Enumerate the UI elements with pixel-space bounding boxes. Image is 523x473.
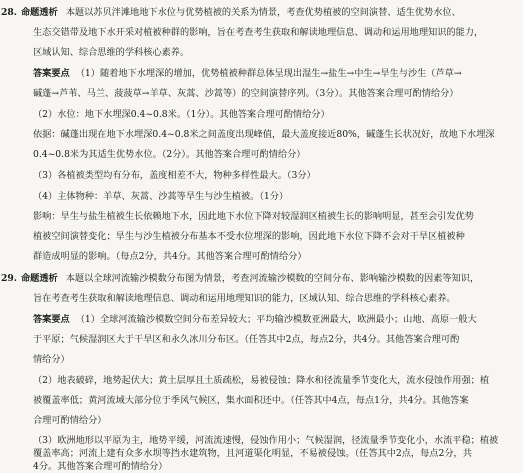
q29-tag: 命题透析	[21, 273, 58, 284]
q29-answer-tag: 答案要点	[33, 314, 70, 325]
q29-answer-3-line-2: 覆盖率高；河流上建有众多水坝等挡水建筑物，且河道渠化明显，不易被侵蚀。（任答其中2点，每点2分，共	[33, 448, 472, 459]
q28-answer-4-line-2: 影响：旱生与盐生植被生长依赖地下水，因此地下水位下降对较湿润区植被生长的影响明显，甚至会引发优势	[33, 211, 474, 222]
q28-answer-4-line-4: 群造成明显的影响。（每点2分，共4分。其他答案合理可酌情给分）	[33, 251, 307, 262]
q29-answer-3-line-1: （3）欧洲地形以平原为主，地势平缓，河流流速慢，侵蚀作用小；气候湿润，径流量季节变化小，水流平稳；植被	[33, 435, 499, 446]
q28-intro-line-2: 生态交错带及地下水开采对植被种群的影响，旨在考查考生获取和解读地理信息、调动和运用地理知识的能力，	[33, 27, 484, 38]
q28-answer-4-line-3: 植被空间演替变化；旱生与沙生植被分布基本不受水位埋深的影响，因此地下水位下降不会对干旱区植被种	[33, 231, 465, 242]
q28-answer-2-line-3: 0.4~0.8米为其适生优势水位。（2分）。其他答案合理可酌情给分）	[33, 149, 306, 160]
q29-answer-2-line-1: （2）地表破碎，地势起伏大；黄土层厚且土质疏松，易被侵蚀；降水和径流量季节变化大，流水侵蚀作用强；植	[33, 375, 490, 386]
q29-answer-1-line-2: 于平原；气候湿润区大于干旱区和永久冰川分布区。（任答其中2点，每点2分，共4分。其他答案合理可酌	[33, 334, 460, 345]
q29-answer-2-line-2: 被覆盖率低；黄河流域大部分位于季风气候区，集水面积还中。（任答其中4点，每点1分，共4分。其他答案	[33, 395, 469, 406]
q28-tag: 命题透析	[21, 7, 58, 18]
q28-answer-1-line-1	[33, 67, 523, 80]
q28-answer-1-line-2: 碱蓬→芦苇、马兰、菠菠草→羊草、灰蒿、沙蒿等）的空间演替序列。（3分）。其他答案合理可酌情给分）	[33, 88, 459, 99]
q28-intro-line-3: 区域认知、综合思维的学科核心素养。	[33, 47, 190, 58]
q28-intro-line-1	[0, 6, 523, 19]
q28-number: 28.	[1, 7, 17, 18]
q28-intro-text-1: 本题以苏贝泮滩地地下水位与优势植被的关系为情景，考查优势植被的空间演替、适生优势水位、	[65, 7, 461, 18]
q29-answer-1-text-1: （1）全球河流输沙模数空间分布差异较大；平均输沙模数亚洲最大，欧洲最小；山地、高原一般大	[75, 314, 477, 325]
q28-answer-3-line-1: （3）各植被类型均有分布，盖度相差不大，物种多样性最大。（3分）	[33, 170, 316, 181]
q29-answer-1-line-1	[33, 313, 523, 326]
q29-answer-1-line-3: 情给分）	[33, 354, 70, 365]
q28-answer-1-text-1: （1）随着地下水埋深的增加，优势植被种群总体呈现出湿生→盐生→中生→旱生与沙生（芦草→	[75, 68, 462, 79]
q29-intro-line-2: 旨在考查考生获取和解读地理信息、调动和运用地理知识的能力，区域认知、综合思维的学科核心素养。	[33, 293, 456, 304]
q29-intro-text-1: 本题以全球河流输沙模数分布图为情景，考查河流输沙模数的空间分布、影响输沙模数的因素等知识，	[65, 273, 480, 284]
q28-answer-2-line-1: （2）水位：地下水埋深0.4~0.8米。（1分）。其他答案合理可酌情给分）	[33, 109, 330, 120]
q28-answer-4-line-1: （4）主体物种：羊草、灰蒿、沙蒿等旱生与沙生植被。（1分）	[33, 191, 289, 202]
q29-number: 29.	[1, 273, 17, 284]
q29-intro-line-1	[0, 272, 523, 285]
q29-answer-3-line-3: 4分。其他答案合理可酌情给分）	[33, 461, 168, 472]
q29-answer-2-line-3: 合理可酌情给分）	[33, 415, 107, 426]
q28-answer-2-line-2: 依据：碱蓬出现在地下水埋深0.4~0.8米之间盖度出现峰值，最大盖度接近80%，碱蓬生长状况好，故地下水埋深	[33, 129, 495, 140]
q28-answer-tag: 答案要点	[33, 68, 70, 79]
